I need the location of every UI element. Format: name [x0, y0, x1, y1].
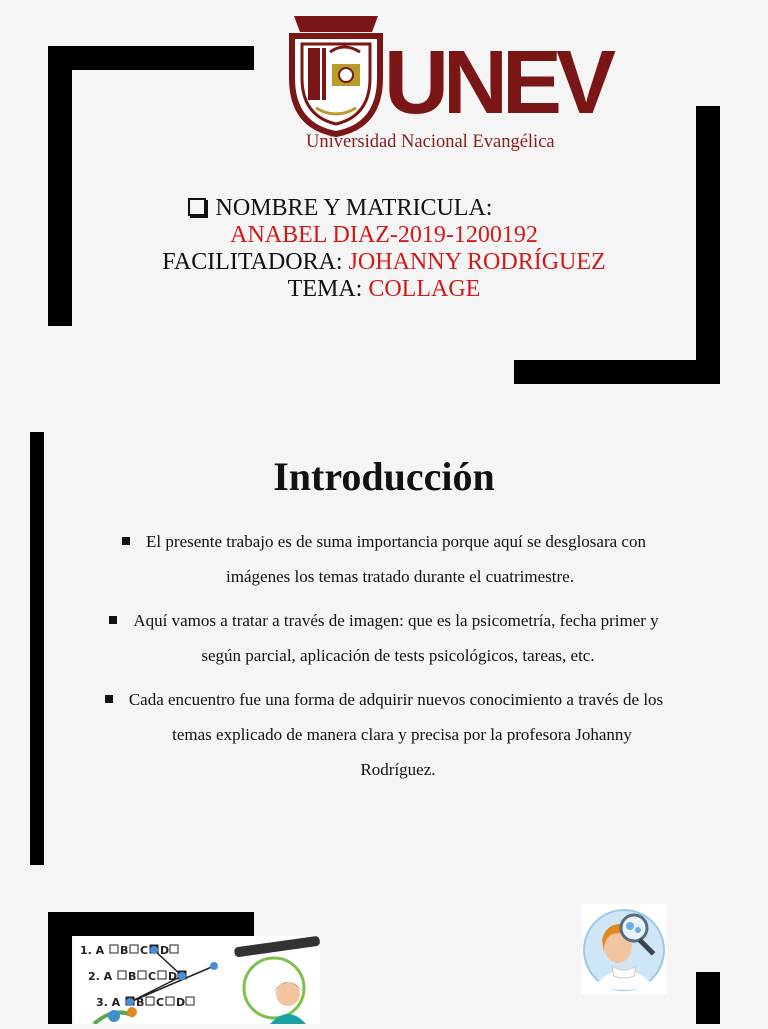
frame-top-right-horizontal [514, 360, 720, 384]
university-logo [286, 8, 611, 158]
name-label: NOMBRE Y MATRICULA: [215, 195, 493, 221]
svg-text:C: C [156, 996, 165, 1009]
bullet-2-line-1: Aquí vamos a tratar a través de imagen: que es la psicometría, fecha primer y [0, 611, 768, 631]
bullet-2-line-2: según parcial, aplicación de tests psicológicos, tareas, etc. [201, 646, 595, 665]
facilitator-label: FACILITADORA: [162, 249, 343, 275]
topic-value: COLLAGE [368, 276, 481, 302]
bullet-1-line-1: El presente trabajo es de suma importancia porque aquí se desglosara con [0, 532, 768, 552]
bullet-3-line-3: Rodríguez. [360, 760, 436, 779]
svg-text:B: B [120, 944, 129, 957]
square-bullet-icon [105, 695, 113, 703]
student-name: ANABEL DIAZ-2019-1200192 [230, 222, 538, 248]
frame-bottom-left-vertical [48, 912, 72, 1024]
answer-sheet-image [74, 936, 320, 1024]
person-magnifier-icon [582, 904, 666, 994]
topic-label: TEMA: [287, 276, 363, 302]
frame-bottom-right-vertical [696, 972, 720, 1024]
svg-text:C: C [148, 970, 157, 983]
svg-text:D: D [160, 944, 170, 957]
bullet-3-line-1: Cada encuentro fue una forma de adquirir nuevos conocimiento a través de los [0, 690, 768, 710]
svg-text:D: D [168, 970, 178, 983]
seal-icon [286, 8, 386, 138]
facilitator-line [0, 249, 768, 276]
checkbox-bullet-icon [188, 198, 206, 216]
square-bullet-icon [109, 616, 117, 624]
intro-title: Introducción [273, 454, 495, 499]
square-bullet-icon [122, 537, 130, 545]
svg-text:B: B [136, 996, 145, 1009]
name-label-line [0, 195, 724, 222]
bullet-3-line-2: temas explicado de manera clara y precisa por la profesora Johanny [172, 725, 632, 744]
bullet-1-line-2: imágenes los temas tratado durante el cuatrimestre. [226, 567, 574, 586]
svg-text:2. A: 2. A [88, 970, 113, 983]
topic-line [0, 276, 768, 303]
svg-text:B: B [128, 970, 137, 983]
svg-text:C: C [140, 944, 149, 957]
frame-bottom-left-horizontal [48, 912, 254, 936]
svg-text:3. A: 3. A [96, 996, 121, 1009]
facilitator-name: JOHANNY RODRÍGUEZ [348, 249, 606, 275]
university-name: Universidad Nacional Evangélica [306, 132, 555, 152]
svg-text:1. A: 1. A [80, 944, 105, 957]
svg-text:D: D [176, 996, 186, 1009]
logo-wordmark: UNEV [384, 33, 611, 133]
frame-top-left-horizontal [48, 46, 254, 70]
